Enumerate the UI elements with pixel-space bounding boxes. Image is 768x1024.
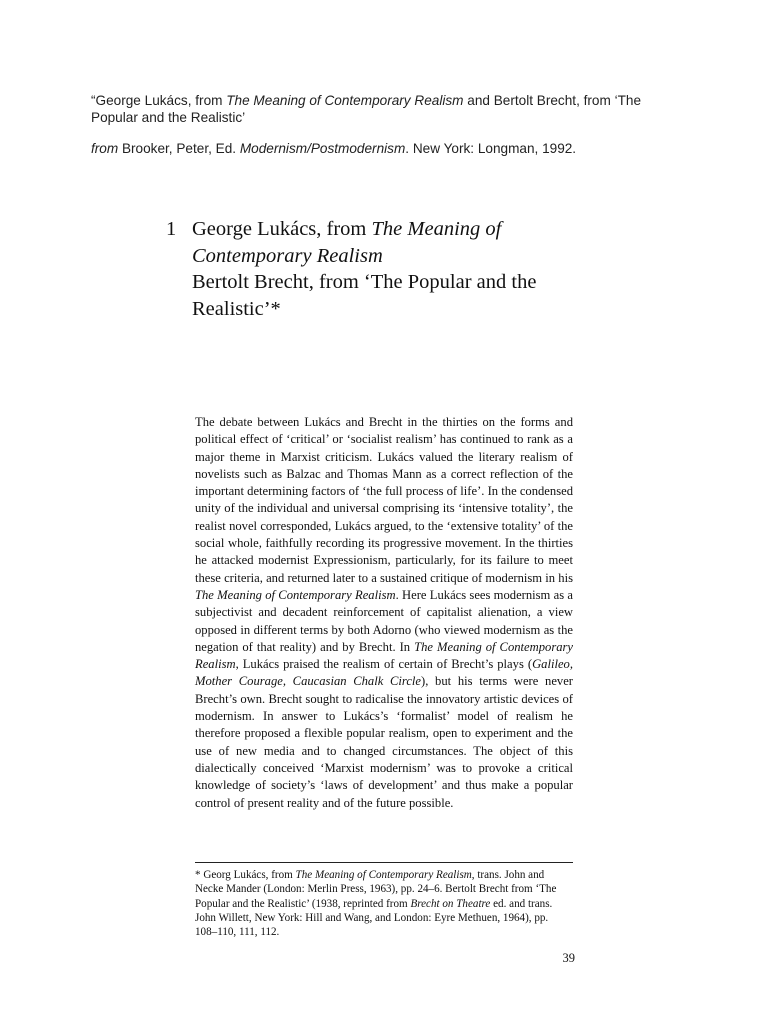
citation-text: “George Lukács, from xyxy=(91,93,227,108)
play-titles: Galileo, Mother Courage, Caucasian Chalk Circle xyxy=(195,657,573,689)
chapter-number: 1 xyxy=(166,218,177,240)
citation-text: and Bertolt Brecht, from ‘The Popular and the Realistic’ xyxy=(91,93,642,125)
chapter-title-line: Bertolt Brecht, from ‘The Popular and the xyxy=(192,271,537,293)
citation-book-title: Modernism/Postmodernism xyxy=(239,141,406,156)
footnote-book-title: The Meaning of Contemporary Realism xyxy=(295,869,472,881)
chapter-title-italic: The Meaning of xyxy=(371,218,502,240)
citation-text: . New York: Longman, 1992. xyxy=(405,141,577,156)
paragraph-text: . Here Lukács sees modernism as a subjectivist and decadent reinforcement of capitalist alienation, a view opposed in different terms by both Adorno (who viewed modernism as the negation of that reality) and by Brecht. In xyxy=(195,587,573,654)
footnote xyxy=(195,868,573,939)
citation-source xyxy=(91,140,691,157)
book-title: The Meaning of Contemporary Realism xyxy=(195,639,574,672)
footnote-text xyxy=(195,868,573,939)
footnote-segment: * Georg Lukács, from xyxy=(195,869,296,881)
chapter-title-italic: Contemporary Realism xyxy=(192,244,383,267)
citation-from: from xyxy=(91,141,119,156)
chapter-title-line xyxy=(192,216,596,243)
citation-header xyxy=(91,92,691,171)
chapter-heading xyxy=(166,216,596,322)
paragraph xyxy=(195,414,573,812)
citation-text: Brooker, Peter, Ed. xyxy=(118,141,240,156)
footnote-segment: ed. and trans. John Willett, New York: Hill and Wang, and London: Eyre Methuen, 1964), pp. 108–110, 111, 112. xyxy=(195,897,553,939)
chapter-title-line xyxy=(192,243,596,270)
chapter-title-line: Realistic’* xyxy=(192,297,281,320)
footnote-segment: , trans. John and Necke Mander (London: Merlin Press, 1963), pp. 24–6. Bertolt Brecht from ‘The Popular and the Realistic’ (1938, reprinted from xyxy=(195,869,557,910)
intro-paragraph xyxy=(195,414,573,812)
citation-book-title: The Meaning of Contemporary Realism xyxy=(226,93,464,108)
paragraph-text: ), but his terms were never Brecht’s own. Brecht sought to radicalise the innovatory artistic devices of modernism. In answer to Lukács’s ‘formalist’ model of realism he therefore proposed a flexible popular realism, open to experiment and the use of new media and to changed circumstances. The object of this dialectically conceived ‘Marxist modernism’ was to provoke a critical knowledge of society’s ‘laws of development’ and thus make a popular control of present reality and of the future possible. xyxy=(195,674,573,810)
page-number: 39 xyxy=(562,951,575,965)
book-title: The Meaning of Contemporary Realism xyxy=(195,587,396,602)
footnote-rule xyxy=(195,862,573,863)
citation-title xyxy=(91,92,691,126)
chapter-title-text: George Lukács, from xyxy=(192,218,372,240)
paragraph-text: , Lukács praised the realism of certain of Brecht’s plays ( xyxy=(235,657,533,672)
footnote-book-title: Brecht on Theatre xyxy=(410,897,491,910)
paragraph-text: The debate between Lukács and Brecht in the thirties on the forms and political effect of ‘critical’ or ‘socialist realism’ has continued to rank as a major theme in Marxist criticism. Lukács valued the literary realism of novelists such as Balzac and Thomas Mann as a correct reflection of the important determining factors of ‘the full process of life’. In the condensed unity of the individual and universal comprising its ‘intensive totality’, the realist novel corresponded, Lukács argued, to the ‘extensive totality’ of the social whole, faithfully recording its progressive movement. In the thirties he attacked modernist Expressionism, particularly, for its failure to meet these criteria, and returned later to a sustained critique of modernism in his xyxy=(195,415,573,585)
